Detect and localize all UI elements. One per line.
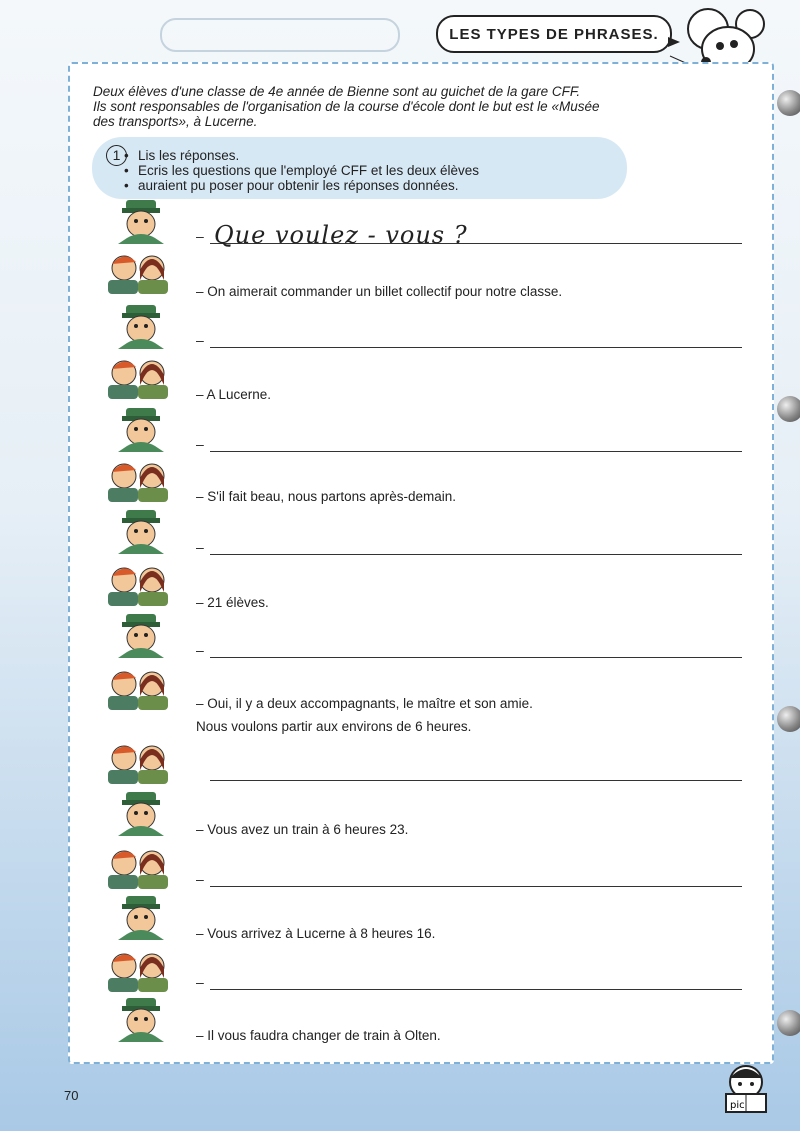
response-text: – A Lucerne. xyxy=(196,387,272,402)
employee-avatar xyxy=(112,896,172,942)
answer-line[interactable] xyxy=(210,780,742,781)
page-number: 70 xyxy=(64,1088,79,1103)
employee-avatar xyxy=(112,614,172,660)
employee-avatar xyxy=(112,998,172,1044)
response-text: – Vous arrivez à Lucerne à 8 heures 16. xyxy=(196,926,436,941)
students-avatar xyxy=(106,740,170,786)
binder-hole xyxy=(777,90,800,116)
instruction-write: • Ecris les questions que l'employé CFF et les deux élèves xyxy=(138,163,479,178)
answer-line[interactable]: – xyxy=(196,541,742,555)
handwritten-answer: Que voulez - vous ? xyxy=(214,221,468,249)
employee-avatar xyxy=(112,510,172,556)
instruction-write-cont: • auraient pu poser pour obtenir les réponses données. xyxy=(138,178,458,193)
employee-avatar xyxy=(112,200,172,246)
response-text: – Il vous faudra changer de train à Olten. xyxy=(196,1028,441,1043)
binder-hole xyxy=(777,396,800,422)
response-text: – On aimerait commander un billet collectif pour notre classe. xyxy=(196,284,563,299)
answer-line[interactable]: – xyxy=(196,644,742,658)
exercise-instructions xyxy=(92,137,627,199)
publisher-logo-icon xyxy=(718,1062,774,1116)
answer-line[interactable]: – xyxy=(196,230,742,244)
students-avatar xyxy=(106,845,170,891)
worksheet-panel xyxy=(68,62,774,1064)
response-text: – Vous avez un train à 6 heures 23. xyxy=(196,822,409,837)
students-avatar xyxy=(106,666,170,712)
employee-avatar xyxy=(112,408,172,454)
employee-avatar xyxy=(112,792,172,838)
answer-line[interactable]: – xyxy=(196,438,742,452)
exercise-number: 1 xyxy=(106,145,127,166)
background-title-ghost xyxy=(160,18,400,52)
answer-line[interactable]: – xyxy=(196,334,742,348)
students-avatar xyxy=(106,948,170,994)
intro-text: Deux élèves d'une classe de 4e année de Bienne sont au guichet de la gare CFF. Ils sont responsables de l'organisation de la course d'école dont le but est le «Musée des transports», à Lucerne. xyxy=(93,84,600,129)
response-text: Nous voulons partir aux environs de 6 heures. xyxy=(196,719,472,734)
response-text: – Oui, il y a deux accompagnants, le maître et son amie. xyxy=(196,696,533,711)
instruction-read: • Lis les réponses. xyxy=(138,148,239,163)
logo-text: pic xyxy=(730,1100,745,1111)
students-avatar xyxy=(106,250,170,296)
binder-hole xyxy=(777,706,800,732)
binder-hole xyxy=(777,1010,800,1036)
students-avatar xyxy=(106,355,170,401)
response-text: – S'il fait beau, nous partons après-demain. xyxy=(196,489,456,504)
students-avatar xyxy=(106,458,170,504)
answer-line[interactable]: – xyxy=(196,873,742,887)
employee-avatar xyxy=(112,305,172,351)
response-text: – 21 élèves. xyxy=(196,595,269,610)
students-avatar xyxy=(106,562,170,608)
answer-line[interactable]: – xyxy=(196,976,742,990)
page-title: LES TYPES DE PHRASES. xyxy=(436,15,672,53)
